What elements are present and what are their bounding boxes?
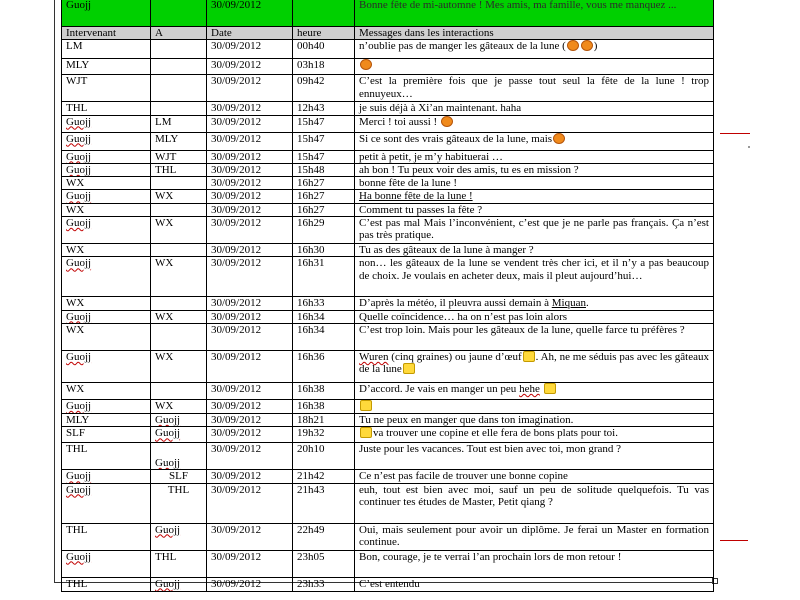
table-row <box>62 310 714 323</box>
cell-heure: 03h18 <box>293 59 355 75</box>
cell-a <box>151 75 207 102</box>
table-row <box>62 177 714 190</box>
cell-heure: 23h05 <box>293 550 355 577</box>
blush-emoji-icon <box>403 363 415 374</box>
cell-message: Tu ne peux en manger que dans ton imagination. <box>355 413 714 426</box>
cell-a: Guojj <box>151 427 207 443</box>
cell-a <box>151 102 207 115</box>
cell-date: 30/09/2012 <box>207 297 293 310</box>
header-heure: heure <box>293 27 355 40</box>
cell-date: 30/09/2012 <box>207 323 293 350</box>
table-row <box>62 470 714 483</box>
cell-message: C’est trop loin. Mais pour les gâteaux de la lune, quelle farce tu préfères ? <box>355 323 714 350</box>
cell-heure: 21h42 <box>293 470 355 483</box>
cell-a: Guojj <box>151 523 207 550</box>
cell-a <box>151 244 207 257</box>
cell-intervenant: THL <box>62 443 151 470</box>
cell-intervenant: Guojj <box>62 132 151 150</box>
cell-a <box>151 177 207 190</box>
cell-date: 30/09/2012 <box>207 550 293 577</box>
cell-message: Bonne fête de mi-automne ! Mes amis, ma famille, vous me manquez ... <box>355 0 714 27</box>
cell-a: WX <box>151 399 207 413</box>
cell-date: 30/09/2012 <box>207 102 293 115</box>
cell-heure: 16h27 <box>293 190 355 203</box>
table-row <box>62 323 714 350</box>
table-row <box>62 443 714 470</box>
cell-a: WX <box>151 217 207 244</box>
cell-heure: 16h31 <box>293 257 355 297</box>
cell-heure: 15h47 <box>293 150 355 163</box>
mooncake-emoji-icon <box>567 40 579 51</box>
table-row <box>62 350 714 382</box>
cell-intervenant: Guojj <box>62 550 151 577</box>
table-row <box>62 297 714 310</box>
cell-date: 30/09/2012 <box>207 115 293 132</box>
table-row <box>62 399 714 413</box>
cell-date: 30/09/2012 <box>207 413 293 426</box>
cell-message: C’est pas mal Mais l’inconvénient, c’est que je ne parle pas français. Ça n’est pas très pratique. <box>355 217 714 244</box>
cell-heure: 16h29 <box>293 217 355 244</box>
cell-date: 30/09/2012 <box>207 217 293 244</box>
cell-message: D’après la météo, il pleuvra aussi demain à Miquan. <box>355 297 714 310</box>
table-row <box>62 483 714 523</box>
cell-a: SLF <box>151 470 207 483</box>
cell-message: Bon, courage, je te verrai l’an prochain lors de mon retour ! <box>355 550 714 577</box>
header-date: Date <box>207 27 293 40</box>
cell-intervenant: MLY <box>62 413 151 426</box>
cell-intervenant: THL <box>62 577 151 591</box>
cell-heure: 15h47 <box>293 132 355 150</box>
cell-a: THL <box>151 550 207 577</box>
cell-intervenant: THL <box>62 523 151 550</box>
cell-a <box>151 203 207 216</box>
table-row <box>62 577 714 591</box>
header-intervenant: Intervenant <box>62 27 151 40</box>
cell-intervenant: WX <box>62 244 151 257</box>
margin-revision-mark <box>720 540 748 541</box>
cell-message: bonne fête de la lune ! <box>355 177 714 190</box>
cell-intervenant: Guojj <box>62 190 151 203</box>
cell-a: WX <box>151 350 207 382</box>
table-row <box>62 427 714 443</box>
cell-message: euh, tout est bien avec moi, sauf un peu de solitude quelquefois. Tu vas continuer tes études de Master, Petit qiang ? <box>355 483 714 523</box>
table-row <box>62 203 714 216</box>
cell-a: WX <box>151 190 207 203</box>
cell-intervenant: Guojj <box>62 257 151 297</box>
cell-date: 30/09/2012 <box>207 382 293 399</box>
cell-heure: 18h21 <box>293 413 355 426</box>
cell-heure: 09h42 <box>293 75 355 102</box>
cell-date: 30/09/2012 <box>207 470 293 483</box>
table-row <box>62 163 714 176</box>
egg-emoji-icon <box>523 351 535 362</box>
cell-heure <box>293 0 355 27</box>
smile-emoji-icon <box>360 400 372 411</box>
cell-intervenant: WX <box>62 323 151 350</box>
cell-intervenant: Guojj <box>62 350 151 382</box>
cell-a: THL <box>151 163 207 176</box>
cell-intervenant: WJT <box>62 75 151 102</box>
cell-a <box>151 0 207 27</box>
cell-intervenant: Guojj <box>62 0 151 27</box>
cell-heure: 16h34 <box>293 310 355 323</box>
cell-date: 30/09/2012 <box>207 75 293 102</box>
cell-heure: 20h10 <box>293 443 355 470</box>
cell-message <box>355 399 714 413</box>
cell-intervenant: SLF <box>62 427 151 443</box>
table-row <box>62 0 714 27</box>
cell-a <box>151 40 207 59</box>
cell-intervenant: WX <box>62 177 151 190</box>
table-row <box>62 550 714 577</box>
cell-message: Wuren (cinq graines) ou jaune d’œuf . Ah, ne me séduis pas avec les gâteaux de la lune <box>355 350 714 382</box>
smile-emoji-icon <box>544 383 556 394</box>
cell-date: 30/09/2012 <box>207 427 293 443</box>
cell-heure: 12h43 <box>293 102 355 115</box>
margin-dot <box>748 146 750 148</box>
cell-intervenant: WX <box>62 382 151 399</box>
table-row <box>62 59 714 75</box>
cell-message: C’est entendu <box>355 577 714 591</box>
cell-a: Guojj <box>151 577 207 591</box>
cell-date: 30/09/2012 <box>207 310 293 323</box>
cell-heure: 22h49 <box>293 523 355 550</box>
table-row <box>62 132 714 150</box>
table-row <box>62 244 714 257</box>
cell-date: 30/09/2012 <box>207 40 293 59</box>
cell-heure: 16h38 <box>293 399 355 413</box>
page-left-edge <box>54 0 55 582</box>
cell-heure: 16h27 <box>293 203 355 216</box>
table-row <box>62 40 714 59</box>
cell-message <box>355 59 714 75</box>
cell-date: 30/09/2012 <box>207 483 293 523</box>
cell-a: WX <box>151 257 207 297</box>
cell-message: Merci ! toi aussi ! <box>355 115 714 132</box>
cell-intervenant: LM <box>62 40 151 59</box>
cell-date: 30/09/2012 <box>207 0 293 27</box>
table-row <box>62 413 714 426</box>
mooncake-emoji-icon <box>553 133 565 144</box>
table-row <box>62 382 714 399</box>
cell-a: WJT <box>151 150 207 163</box>
cell-message: Ce n’est pas facile de trouver une bonne copine <box>355 470 714 483</box>
cell-message: Tu as des gâteaux de la lune à manger ? <box>355 244 714 257</box>
cell-a: MLY <box>151 132 207 150</box>
cell-date: 30/09/2012 <box>207 190 293 203</box>
cell-heure: 21h43 <box>293 483 355 523</box>
cell-date: 30/09/2012 <box>207 399 293 413</box>
cell-intervenant: WX <box>62 297 151 310</box>
cell-intervenant: Guojj <box>62 150 151 163</box>
cell-heure: 16h33 <box>293 297 355 310</box>
cell-intervenant: Guojj <box>62 470 151 483</box>
cell-heure: 16h34 <box>293 323 355 350</box>
cell-message: Ha bonne fête de la lune ! <box>355 190 714 203</box>
cell-a <box>151 323 207 350</box>
header-messages: Messages dans les interactions <box>355 27 714 40</box>
cell-date: 30/09/2012 <box>207 177 293 190</box>
cell-intervenant: WX <box>62 203 151 216</box>
cell-heure: 19h32 <box>293 427 355 443</box>
cell-date: 30/09/2012 <box>207 244 293 257</box>
cell-date: 30/09/2012 <box>207 257 293 297</box>
mooncake-emoji-icon <box>441 116 453 127</box>
cell-intervenant: Guojj <box>62 310 151 323</box>
cell-date: 30/09/2012 <box>207 163 293 176</box>
cell-a: WX <box>151 310 207 323</box>
cell-date: 30/09/2012 <box>207 59 293 75</box>
cell-message: Oui, mais seulement pour avoir un diplôme. Je ferai un Master en formation continue. <box>355 523 714 550</box>
cell-a <box>151 382 207 399</box>
cell-message: ah bon ! Tu peux voir des amis, tu es en mission ? <box>355 163 714 176</box>
table-row <box>62 150 714 163</box>
cell-date: 30/09/2012 <box>207 443 293 470</box>
cell-date: 30/09/2012 <box>207 150 293 163</box>
cell-message: non… les gâteaux de la lune se vendent très cher ici, et il n’y a pas beaucoup de choix. Je voulais en acheter deux, mais il pleut aujourd’hui… <box>355 257 714 297</box>
table-row <box>62 115 714 132</box>
table-row <box>62 217 714 244</box>
cell-heure: 00h40 <box>293 40 355 59</box>
margin-revision-mark <box>720 133 750 134</box>
cell-date: 30/09/2012 <box>207 350 293 382</box>
cell-intervenant: Guojj <box>62 217 151 244</box>
cell-heure: 16h38 <box>293 382 355 399</box>
cell-message: va trouver une copine et elle fera de bons plats pour toi. <box>355 427 714 443</box>
header-a: A <box>151 27 207 40</box>
cell-message: petit à petit, je m’y habituerai … <box>355 150 714 163</box>
cell-a <box>151 59 207 75</box>
cell-intervenant: Guojj <box>62 163 151 176</box>
cell-date: 30/09/2012 <box>207 523 293 550</box>
cell-message: C’est la première fois que je passe tout seul la fête de la lune ! trop ennuyeux… <box>355 75 714 102</box>
cell-message: n’oublie pas de manger les gâteaux de la lune ( ) <box>355 40 714 59</box>
cell-message: Si ce sont des vrais gâteaux de la lune, mais <box>355 132 714 150</box>
cell-a <box>151 297 207 310</box>
cell-heure: 16h27 <box>293 177 355 190</box>
cell-heure: 15h48 <box>293 163 355 176</box>
mooncake-emoji-icon <box>581 40 593 51</box>
cell-intervenant: THL <box>62 102 151 115</box>
cell-date: 30/09/2012 <box>207 132 293 150</box>
cell-heure: 15h47 <box>293 115 355 132</box>
cell-intervenant: Guojj <box>62 115 151 132</box>
cell-date: 30/09/2012 <box>207 577 293 591</box>
cell-a: Guojj <box>151 443 207 470</box>
interaction-table <box>61 0 714 592</box>
table-row <box>62 257 714 297</box>
table-row <box>62 190 714 203</box>
cell-heure: 16h30 <box>293 244 355 257</box>
header-row <box>62 27 714 40</box>
cell-message: Comment tu passes la fête ? <box>355 203 714 216</box>
cell-intervenant: MLY <box>62 59 151 75</box>
cell-message: Quelle coïncidence… ha on n’est pas loin alors <box>355 310 714 323</box>
cell-heure: 16h36 <box>293 350 355 382</box>
table-row <box>62 102 714 115</box>
cell-message: je suis déjà à Xi’an maintenant. haha <box>355 102 714 115</box>
table-row <box>62 75 714 102</box>
table-row <box>62 523 714 550</box>
cell-intervenant: Guojj <box>62 483 151 523</box>
cell-a: Guojj <box>151 413 207 426</box>
cell-date: 30/09/2012 <box>207 203 293 216</box>
cell-heure: 23h33 <box>293 577 355 591</box>
mooncake-emoji-icon <box>360 59 372 70</box>
cell-a: LM <box>151 115 207 132</box>
cell-a: THL <box>151 483 207 523</box>
cell-intervenant: Guojj <box>62 399 151 413</box>
cell-message: Juste pour les vacances. Tout est bien avec toi, mon grand ? <box>355 443 714 470</box>
cell-message: D’accord. Je vais en manger un peu hehe <box>355 382 714 399</box>
wink-emoji-icon <box>360 427 372 438</box>
